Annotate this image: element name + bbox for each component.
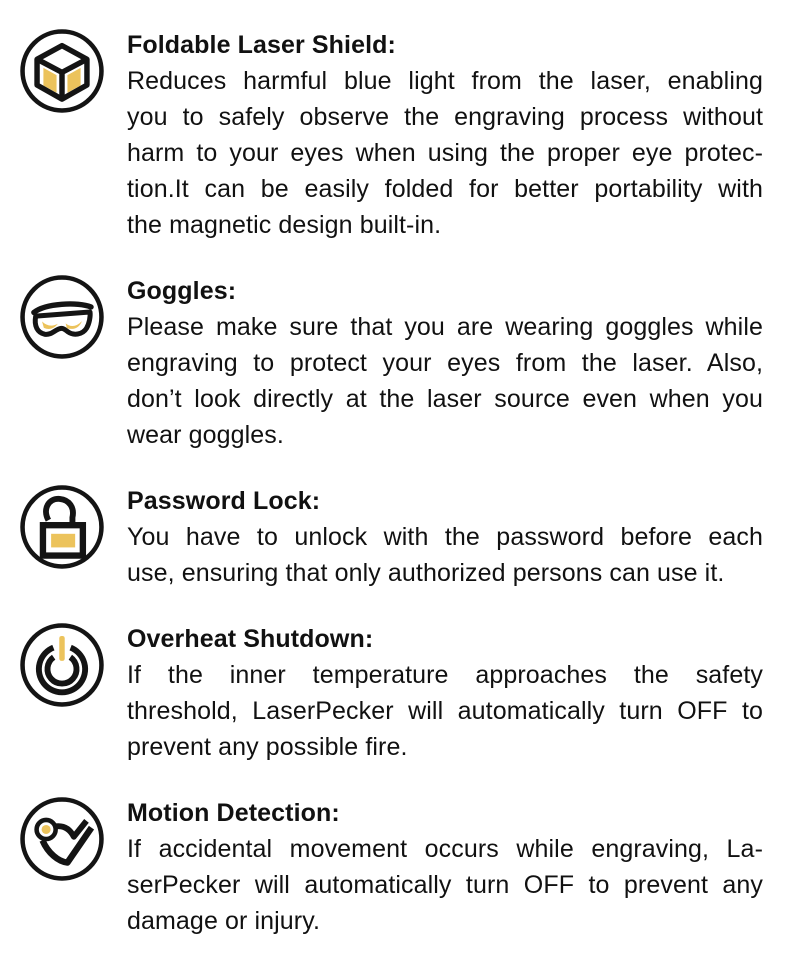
motion-detection-icon	[18, 795, 106, 883]
body-line: You have to unlock with the password before each	[127, 523, 763, 551]
section-text	[127, 273, 763, 453]
body-line: harm to your eyes when using the proper eye protec-	[127, 139, 763, 167]
body-line: engraving to protect your eyes from the laser. Also,	[127, 349, 763, 377]
section-body	[127, 309, 763, 453]
section-password-lock	[18, 483, 763, 591]
padlock-open-icon	[18, 483, 106, 571]
body-line: If the inner temperature approaches the safety	[127, 661, 763, 689]
section-body	[127, 519, 763, 591]
body-line: wear goggles.	[127, 421, 284, 449]
section-text	[127, 795, 763, 939]
body-line: tion.It can be easily folded for better portability with	[127, 175, 763, 203]
section-goggles	[18, 273, 763, 453]
body-line: If accidental movement occurs while engraving, La-	[127, 835, 763, 863]
section-heading: Foldable Laser Shield:	[127, 31, 396, 59]
section-motion-detection	[18, 795, 763, 939]
body-line: use, ensuring that only authorized persons can use it.	[127, 559, 725, 587]
section-heading: Overheat Shutdown:	[127, 625, 374, 653]
section-body	[127, 831, 763, 939]
section-body	[127, 657, 763, 765]
section-heading: Motion Detection:	[127, 799, 340, 827]
section-foldable-laser-shield	[18, 27, 763, 243]
section-heading: Password Lock:	[127, 487, 321, 515]
body-line: prevent any possible fire.	[127, 733, 408, 761]
body-line: serPecker will automatically turn OFF to prevent any	[127, 871, 763, 899]
section-text	[127, 483, 763, 591]
section-body	[127, 63, 763, 243]
body-line: you to safely observe the engraving process without	[127, 103, 763, 131]
section-heading: Goggles:	[127, 277, 237, 305]
foldable-laser-shield-icon	[18, 27, 106, 115]
power-shutdown-icon	[18, 621, 106, 709]
section-overheat-shutdown	[18, 621, 763, 765]
goggles-icon	[18, 273, 106, 361]
body-line: the magnetic design built-in.	[127, 211, 442, 239]
body-line: damage or injury.	[127, 907, 320, 935]
section-text	[127, 27, 763, 243]
body-line: Please make sure that you are wearing goggles while	[127, 313, 763, 341]
section-text	[127, 621, 763, 765]
body-line: Reduces harmful blue light from the laser, enabling	[127, 67, 763, 95]
body-line: don’t look directly at the laser source even when you	[127, 385, 763, 413]
body-line: threshold, LaserPecker will automatically turn OFF to	[127, 697, 763, 725]
